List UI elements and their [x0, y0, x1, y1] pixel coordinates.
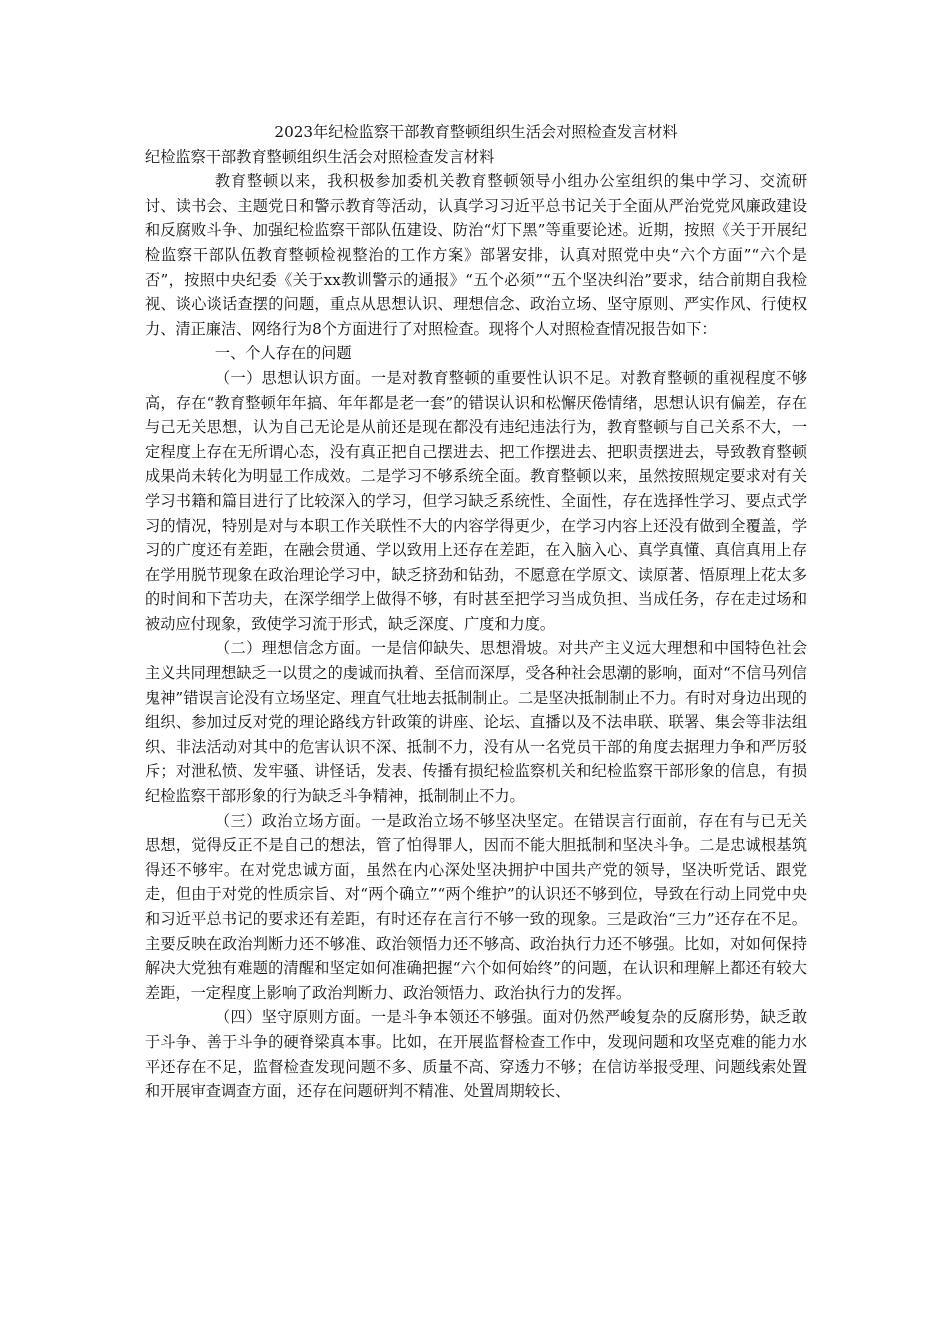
paragraph-political-stance: （三）政治立场方面。一是政治立场不够坚决坚定。在错误言行面前，存在有与已无关思想，觉得反正不是自己的想法，管了怕得罪人，因而不能大胆抵制和坚决斗争。二是忠诚根基筑得还不够牢。在对党忠诚方面，虽然在内心深处坚决拥护中国共产党的领导，坚决听党话、跟党走，但由于对党的性质宗旨、对“两个确立”“两个维护”的认识还不够到位，导致在行动上同党中央和习近平总书记的要求还有差距，有时还存在言行不够一致的现象。三是政治“三力”还存在不足。主要反映在政治判断力还不够准、政治领悟力还不够高、政治执行力还不够强。比如，对如何保持解决大党独有难题的清醒和坚定如何准确把握“六个如何始终”的问题，在认识和理解上都还有较大差距，一定程度上影响了政治判断力、政治领悟力、政治执行力的发挥。	[145, 811, 807, 1002]
section-heading-problems: 一、个人存在的问题	[214, 344, 352, 363]
document-subtitle: 纪检监察干部教育整顿组织生活会对照检查发言材料	[145, 147, 495, 166]
paragraph-ideals-beliefs: （二）理想信念方面。一是信仰缺失、思想滑坡。对共产主义远大理想和中国特色社会主义共同理想缺乏一以贯之的虔诚而执着、至信而深厚，受各种社会思潮的影响，面对“不信马列信鬼神”错误言论没有立场坚定、理直气壮地去抵制制止。二是坚决抵制制止不力。有时对身边出现的组织、参加过反对党的理论路线方针政策的讲座、论坛、直播以及不法串联、联署、集会等非法组织、非法活动对其中的危害认识不深、抵制不力，没有从一名党员干部的角度去据理力争和严厉驳斥；对泄私愤、发牢骚、讲怪话，发表、传播有损纪检监察机关和纪检监察干部形象的信息，有损纪检监察干部形象的行为缺乏斗争精神，抵制制止不力。	[145, 639, 807, 806]
intro-paragraph: 教育整顿以来，我积极参加委机关教育整顿领导小组办公室组织的集中学习、交流研讨、读书会、主题党日和警示教育等活动，认真学习习近平总书记关于全面从严治党党风廉政建设和反腐败斗争、加强纪检监察干部队伍建设、防治“灯下黑”等重要论述。近期，按照《关于开展纪检监察干部队伍教育整顿检视整治的工作方案》部署安排，认真对照党中央“六个方面”“六个是否”，按照中央纪委《关于xx教训警示的通报》“五个必须”“五个坚决纠治”要求，结合前期自我检视、谈心谈话查摆的问题，重点从思想认识、理想信念、政治立场、坚守原则、严实作风、行使权力、清正廉洁、网络行为8个方面进行了对照检查。现将个人对照检查情况报告如下：	[145, 172, 807, 338]
document-title: 2023年纪检监察干部教育整顿组织生活会对照检查发言材料	[274, 123, 678, 141]
paragraph-adhering-principles: （四）坚守原则方面。一是斗争本领还不够强。面对仍然严峻复杂的反腐形势，缺乏敢于斗争、善于斗争的硬脊梁真本事。比如，在开展监督检查工作中，发现问题和攻坚克难的能力水平还存在不足，监督检查发现问题不多、质量不高、穿透力不够；在信访举报受理、问题线索处置和开展审查调查方面，还存在问题研判不精准、处置周期较长、	[145, 1008, 807, 1101]
paragraph-ideological-understanding: （一）思想认识方面。一是对教育整顿的重要性认识不足。对教育整顿的重视程度不够高，存在“教育整顿年年搞、年年都是老一套”的错误认识和松懈厌倦情绪，思想认识有偏差，存在与己无关思想，认为自己无论是从前还是现在都没有违纪违法行为，教育整顿与自己关系不大，一定程度上存在无所谓心态，没有真正把自己摆进去、把工作摆进去、把职责摆进去，导致教育整顿成果尚未转化为明显工作成效。二是学习不够系统全面。教育整顿以来，虽然按照规定要求对有关学习书籍和篇目进行了比较深入的学习，但学习缺乏系统性、全面性，存在选择性学习、要点式学习的情况，特别是对与本职工作关联性不大的内容学得更少，在学习内容上还没有做到全覆盖，学习的广度还有差距，在融会贯通、学以致用上还存在差距，在入脑入心、真学真懂、真信真用上存在学用脱节现象在政治理论学习中，缺乏挤劲和钻劲，不愿意在学原文、读原著、悟原理上花太多的时间和下苦功夫，在深学细学上做得不够，有时甚至把学习当成负担、当成任务，存在走过场和被动应付现象，致使学习流于形式，缺乏深度、广度和力度。	[145, 368, 807, 633]
document-page	[145, 120, 807, 1104]
